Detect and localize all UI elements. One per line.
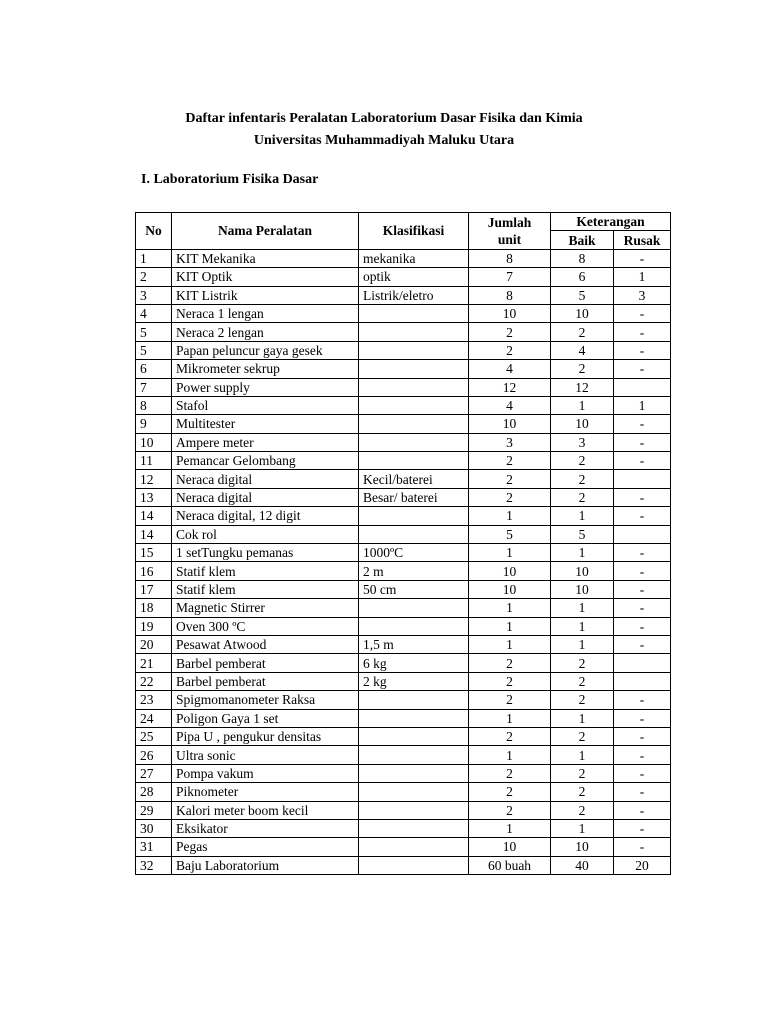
cell-nama-peralatan: KIT Listrik — [172, 286, 359, 304]
cell-klasifikasi — [359, 691, 469, 709]
cell-klasifikasi: 6 kg — [359, 654, 469, 672]
cell-nama-peralatan: 1 setTungku pemanas — [172, 544, 359, 562]
cell-no: 7 — [136, 378, 172, 396]
cell-jumlah: 2 — [469, 488, 551, 506]
cell-rusak: - — [614, 304, 671, 322]
cell-nama-peralatan: Poligon Gaya 1 set — [172, 709, 359, 727]
cell-klasifikasi — [359, 433, 469, 451]
cell-nama-peralatan: Statif klem — [172, 562, 359, 580]
table-row — [136, 819, 671, 837]
cell-jumlah: 2 — [469, 452, 551, 470]
cell-rusak: - — [614, 360, 671, 378]
cell-klasifikasi — [359, 727, 469, 745]
table-row — [136, 580, 671, 598]
cell-nama-peralatan: Statif klem — [172, 580, 359, 598]
cell-baik: 2 — [551, 691, 614, 709]
cell-nama-peralatan: Neraca digital — [172, 488, 359, 506]
cell-nama-peralatan: Pipa U , pengukur densitas — [172, 727, 359, 745]
cell-baik: 8 — [551, 249, 614, 267]
cell-nama-peralatan: Neraca digital — [172, 470, 359, 488]
cell-klasifikasi — [359, 341, 469, 359]
table-row — [136, 415, 671, 433]
cell-jumlah: 1 — [469, 819, 551, 837]
table-row — [136, 488, 671, 506]
cell-klasifikasi — [359, 507, 469, 525]
table-row — [136, 341, 671, 359]
cell-klasifikasi — [359, 801, 469, 819]
cell-rusak: - — [614, 727, 671, 745]
cell-jumlah: 4 — [469, 360, 551, 378]
cell-no: 5 — [136, 323, 172, 341]
header-rusak: Rusak — [614, 231, 671, 249]
header-jumlah-line2: unit — [497, 231, 522, 247]
cell-jumlah: 7 — [469, 268, 551, 286]
cell-nama-peralatan: Magnetic Stirrer — [172, 599, 359, 617]
cell-baik: 2 — [551, 764, 614, 782]
cell-baik: 1 — [551, 507, 614, 525]
cell-no: 19 — [136, 617, 172, 635]
cell-jumlah: 1 — [469, 617, 551, 635]
cell-nama-peralatan: Piknometer — [172, 783, 359, 801]
cell-jumlah: 12 — [469, 378, 551, 396]
table-row — [136, 635, 671, 653]
cell-klasifikasi: Besar/ baterei — [359, 488, 469, 506]
cell-no: 18 — [136, 599, 172, 617]
header-keterangan: Keterangan — [551, 213, 671, 231]
cell-nama-peralatan: Pompa vakum — [172, 764, 359, 782]
cell-baik: 40 — [551, 856, 614, 874]
table-row — [136, 801, 671, 819]
cell-rusak: 3 — [614, 286, 671, 304]
cell-baik: 1 — [551, 819, 614, 837]
cell-rusak: - — [614, 746, 671, 764]
cell-jumlah: 2 — [469, 764, 551, 782]
table-row — [136, 507, 671, 525]
cell-rusak: - — [614, 599, 671, 617]
table-row — [136, 746, 671, 764]
cell-no: 14 — [136, 507, 172, 525]
cell-nama-peralatan: Ampere meter — [172, 433, 359, 451]
cell-klasifikasi: 2 kg — [359, 672, 469, 690]
cell-nama-peralatan: Barbel pemberat — [172, 672, 359, 690]
cell-baik: 2 — [551, 323, 614, 341]
cell-rusak: - — [614, 452, 671, 470]
cell-klasifikasi — [359, 360, 469, 378]
cell-baik: 1 — [551, 396, 614, 414]
cell-no: 32 — [136, 856, 172, 874]
cell-no: 3 — [136, 286, 172, 304]
cell-jumlah: 4 — [469, 396, 551, 414]
cell-no: 16 — [136, 562, 172, 580]
cell-klasifikasi — [359, 746, 469, 764]
cell-baik: 2 — [551, 672, 614, 690]
cell-klasifikasi: Listrik/eletro — [359, 286, 469, 304]
cell-baik: 12 — [551, 378, 614, 396]
cell-baik: 10 — [551, 838, 614, 856]
cell-nama-peralatan: Multitester — [172, 415, 359, 433]
cell-rusak: - — [614, 249, 671, 267]
cell-nama-peralatan: Power supply — [172, 378, 359, 396]
cell-no: 4 — [136, 304, 172, 322]
cell-no: 2 — [136, 268, 172, 286]
cell-jumlah: 1 — [469, 709, 551, 727]
cell-no: 23 — [136, 691, 172, 709]
cell-nama-peralatan: KIT Optik — [172, 268, 359, 286]
cell-no: 14 — [136, 525, 172, 543]
section-heading: I. Laboratorium Fisika Dasar — [141, 172, 319, 187]
cell-baik: 3 — [551, 433, 614, 451]
cell-klasifikasi — [359, 415, 469, 433]
cell-rusak: - — [614, 415, 671, 433]
table-row — [136, 838, 671, 856]
table-row — [136, 323, 671, 341]
table-row — [136, 525, 671, 543]
cell-rusak: - — [614, 635, 671, 653]
cell-rusak: - — [614, 801, 671, 819]
table-row — [136, 378, 671, 396]
cell-jumlah: 2 — [469, 323, 551, 341]
cell-baik: 6 — [551, 268, 614, 286]
cell-jumlah: 2 — [469, 783, 551, 801]
cell-baik: 2 — [551, 727, 614, 745]
cell-jumlah: 2 — [469, 727, 551, 745]
cell-nama-peralatan: Spigmomanometer Raksa — [172, 691, 359, 709]
table-row — [136, 249, 671, 267]
cell-no: 31 — [136, 838, 172, 856]
table-row — [136, 654, 671, 672]
cell-klasifikasi: 1,5 m — [359, 635, 469, 653]
cell-nama-peralatan: Cok rol — [172, 525, 359, 543]
cell-jumlah: 3 — [469, 433, 551, 451]
cell-rusak: - — [614, 783, 671, 801]
cell-rusak — [614, 470, 671, 488]
cell-klasifikasi — [359, 452, 469, 470]
cell-baik: 2 — [551, 360, 614, 378]
cell-nama-peralatan: Baju Laboratorium — [172, 856, 359, 874]
table-row — [136, 360, 671, 378]
cell-baik: 2 — [551, 470, 614, 488]
cell-nama-peralatan: Pesawat Atwood — [172, 635, 359, 653]
header-klasifikasi: Klasifikasi — [359, 213, 469, 250]
cell-no: 15 — [136, 544, 172, 562]
cell-no: 29 — [136, 801, 172, 819]
cell-jumlah: 60 buah — [469, 856, 551, 874]
cell-jumlah: 2 — [469, 654, 551, 672]
cell-klasifikasi — [359, 856, 469, 874]
cell-nama-peralatan: Neraca 2 lengan — [172, 323, 359, 341]
table-row — [136, 599, 671, 617]
cell-no: 25 — [136, 727, 172, 745]
document-subtitle: Universitas Muhammadiyah Maluku Utara — [253, 133, 515, 148]
table-row — [136, 452, 671, 470]
cell-klasifikasi — [359, 709, 469, 727]
cell-rusak: - — [614, 819, 671, 837]
cell-no: 22 — [136, 672, 172, 690]
cell-klasifikasi — [359, 819, 469, 837]
cell-no: 10 — [136, 433, 172, 451]
cell-no: 12 — [136, 470, 172, 488]
cell-no: 5 — [136, 341, 172, 359]
cell-nama-peralatan: Ultra sonic — [172, 746, 359, 764]
cell-baik: 1 — [551, 599, 614, 617]
table-row — [136, 764, 671, 782]
cell-baik: 1 — [551, 746, 614, 764]
cell-klasifikasi — [359, 599, 469, 617]
cell-no: 21 — [136, 654, 172, 672]
cell-nama-peralatan: Neraca 1 lengan — [172, 304, 359, 322]
header-jumlah-unit — [469, 213, 551, 250]
cell-no: 30 — [136, 819, 172, 837]
cell-jumlah: 10 — [469, 304, 551, 322]
table-row — [136, 691, 671, 709]
cell-rusak: - — [614, 838, 671, 856]
header-jumlah-line1: Jumlah — [487, 214, 532, 230]
cell-no: 8 — [136, 396, 172, 414]
cell-klasifikasi: 1000ºC — [359, 544, 469, 562]
cell-rusak — [614, 525, 671, 543]
cell-nama-peralatan: Oven 300 ºC — [172, 617, 359, 635]
table-row — [136, 268, 671, 286]
cell-baik: 2 — [551, 452, 614, 470]
cell-jumlah: 1 — [469, 544, 551, 562]
cell-no: 20 — [136, 635, 172, 653]
cell-jumlah: 1 — [469, 507, 551, 525]
cell-klasifikasi — [359, 617, 469, 635]
table-row — [136, 783, 671, 801]
cell-klasifikasi — [359, 323, 469, 341]
cell-no: 24 — [136, 709, 172, 727]
cell-rusak: - — [614, 764, 671, 782]
cell-rusak: 20 — [614, 856, 671, 874]
cell-rusak: - — [614, 617, 671, 635]
cell-nama-peralatan: Pemancar Gelombang — [172, 452, 359, 470]
cell-jumlah: 10 — [469, 838, 551, 856]
table-row — [136, 304, 671, 322]
cell-rusak: - — [614, 544, 671, 562]
table-row — [136, 727, 671, 745]
cell-klasifikasi — [359, 525, 469, 543]
cell-rusak: - — [614, 488, 671, 506]
header-baik: Baik — [551, 231, 614, 249]
cell-rusak: - — [614, 709, 671, 727]
cell-klasifikasi — [359, 378, 469, 396]
cell-baik: 2 — [551, 783, 614, 801]
table-row — [136, 562, 671, 580]
table-row — [136, 856, 671, 874]
cell-klasifikasi: Kecil/baterei — [359, 470, 469, 488]
cell-jumlah: 10 — [469, 415, 551, 433]
cell-rusak: - — [614, 580, 671, 598]
cell-jumlah: 1 — [469, 635, 551, 653]
table-row — [136, 286, 671, 304]
cell-nama-peralatan: Mikrometer sekrup — [172, 360, 359, 378]
cell-klasifikasi — [359, 396, 469, 414]
cell-jumlah: 2 — [469, 691, 551, 709]
cell-jumlah: 2 — [469, 470, 551, 488]
document-title: Daftar infentaris Peralatan Laboratorium Dasar Fisika dan Kimia — [185, 111, 583, 126]
cell-no: 17 — [136, 580, 172, 598]
table-row — [136, 672, 671, 690]
cell-klasifikasi — [359, 304, 469, 322]
cell-jumlah: 8 — [469, 249, 551, 267]
cell-klasifikasi: 50 cm — [359, 580, 469, 598]
cell-nama-peralatan: Barbel pemberat — [172, 654, 359, 672]
cell-jumlah: 2 — [469, 801, 551, 819]
cell-no: 27 — [136, 764, 172, 782]
table-row — [136, 709, 671, 727]
cell-klasifikasi — [359, 783, 469, 801]
cell-baik: 10 — [551, 580, 614, 598]
cell-nama-peralatan: Eksikator — [172, 819, 359, 837]
cell-baik: 1 — [551, 544, 614, 562]
cell-baik: 10 — [551, 304, 614, 322]
table-row — [136, 617, 671, 635]
cell-no: 1 — [136, 249, 172, 267]
cell-rusak: - — [614, 433, 671, 451]
cell-rusak: - — [614, 691, 671, 709]
cell-baik: 5 — [551, 286, 614, 304]
cell-baik: 2 — [551, 488, 614, 506]
cell-baik: 4 — [551, 341, 614, 359]
cell-no: 11 — [136, 452, 172, 470]
table-body — [136, 249, 671, 874]
cell-jumlah: 8 — [469, 286, 551, 304]
cell-baik: 1 — [551, 709, 614, 727]
cell-jumlah: 1 — [469, 746, 551, 764]
cell-jumlah: 1 — [469, 599, 551, 617]
cell-nama-peralatan: Neraca digital, 12 digit — [172, 507, 359, 525]
cell-rusak: - — [614, 562, 671, 580]
cell-rusak: - — [614, 323, 671, 341]
cell-nama-peralatan: KIT Mekanika — [172, 249, 359, 267]
cell-klasifikasi — [359, 764, 469, 782]
cell-no: 6 — [136, 360, 172, 378]
cell-nama-peralatan: Papan peluncur gaya gesek — [172, 341, 359, 359]
inventory-table — [135, 212, 671, 875]
cell-no: 9 — [136, 415, 172, 433]
cell-jumlah: 2 — [469, 672, 551, 690]
cell-baik: 10 — [551, 415, 614, 433]
cell-nama-peralatan: Stafol — [172, 396, 359, 414]
table-row — [136, 433, 671, 451]
cell-no: 26 — [136, 746, 172, 764]
cell-rusak: 1 — [614, 396, 671, 414]
cell-rusak: 1 — [614, 268, 671, 286]
cell-no: 13 — [136, 488, 172, 506]
cell-rusak — [614, 378, 671, 396]
cell-baik: 2 — [551, 801, 614, 819]
header-nama-peralatan: Nama Peralatan — [172, 213, 359, 250]
cell-baik: 1 — [551, 617, 614, 635]
cell-rusak: - — [614, 507, 671, 525]
cell-klasifikasi — [359, 838, 469, 856]
cell-klasifikasi: 2 m — [359, 562, 469, 580]
cell-no: 28 — [136, 783, 172, 801]
cell-klasifikasi: mekanika — [359, 249, 469, 267]
cell-rusak — [614, 672, 671, 690]
cell-klasifikasi: optik — [359, 268, 469, 286]
cell-jumlah: 5 — [469, 525, 551, 543]
table-row — [136, 544, 671, 562]
cell-rusak: - — [614, 341, 671, 359]
cell-baik: 5 — [551, 525, 614, 543]
table-row — [136, 396, 671, 414]
cell-jumlah: 10 — [469, 580, 551, 598]
cell-nama-peralatan: Pegas — [172, 838, 359, 856]
cell-jumlah: 2 — [469, 341, 551, 359]
cell-baik: 2 — [551, 654, 614, 672]
table-row — [136, 470, 671, 488]
cell-nama-peralatan: Kalori meter boom kecil — [172, 801, 359, 819]
cell-baik: 10 — [551, 562, 614, 580]
cell-jumlah: 10 — [469, 562, 551, 580]
cell-baik: 1 — [551, 635, 614, 653]
cell-rusak — [614, 654, 671, 672]
header-no: No — [136, 213, 172, 250]
